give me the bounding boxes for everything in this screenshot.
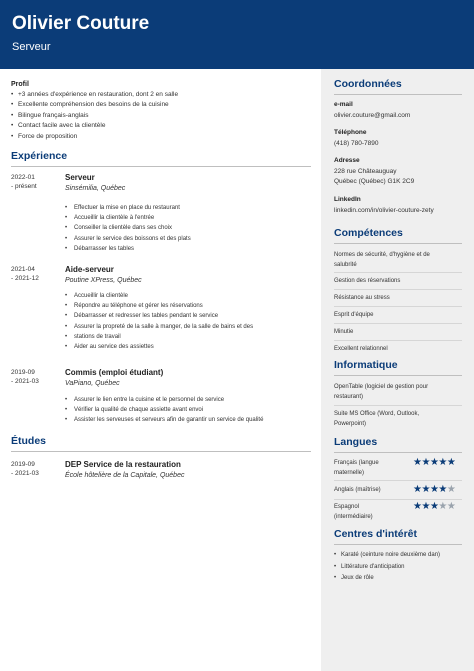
duty-item: • Accueillir la clientèle à l'entrée [65, 213, 311, 223]
experience-entry [11, 173, 311, 263]
sidebar [321, 69, 474, 671]
duty-item-continued: • stations de travail [65, 332, 311, 342]
linkedin-label: LinkedIn [334, 196, 361, 203]
language-name: Français (langue [334, 460, 379, 466]
it-item-continued: Powerpoint) [334, 421, 367, 427]
separator [334, 306, 462, 307]
star-filled-icon: ★ [413, 457, 422, 468]
candidate-role: Serveur [12, 41, 51, 53]
separator [334, 272, 462, 273]
address-label: Adresse [334, 157, 360, 164]
entry-date [11, 265, 56, 283]
language-rating [413, 458, 455, 468]
star-filled-icon: ★ [429, 484, 439, 495]
duty-item: • Répondre au téléphone et gérer les réservations [65, 301, 311, 311]
star-filled-icon: ★ [438, 484, 447, 495]
star-filled-icon: ★ [446, 457, 456, 468]
skill-item: Normes de sécurité, d'hygiène et de [334, 252, 430, 258]
experience-entry [11, 265, 311, 365]
star-filled-icon: ★ [429, 457, 439, 468]
divider [334, 544, 462, 545]
language-name-continued: maternelle) [334, 470, 365, 476]
degree-title: DEP Service de la restauration [65, 460, 181, 469]
company: Poutine XPress, Québec [65, 277, 142, 284]
languages-heading: Langues [334, 436, 378, 448]
separator [334, 340, 462, 341]
divider [334, 452, 462, 453]
skill-item-continued: salubrité [334, 262, 357, 268]
star-empty-icon: ★ [446, 484, 456, 495]
divider [334, 243, 462, 244]
experience-entry [11, 368, 311, 438]
company: VaPiano, Québec [65, 380, 120, 387]
duties-list [65, 291, 311, 352]
email-label: e-mail [334, 101, 353, 108]
job-title: Commis (emploi étudiant) [65, 368, 164, 377]
language-rating [413, 485, 455, 495]
language-rating [413, 502, 455, 512]
duty-item: • Conseiller la clientèle dans ses choix [65, 223, 311, 233]
job-title: Serveur [65, 173, 95, 182]
school: École hôtelière de la Capitale, Québec [65, 472, 185, 479]
separator [334, 289, 462, 290]
entry-date [11, 460, 56, 478]
duty-item: • Assurer le service des boissons et des plats [65, 234, 311, 244]
date-end: - 2021-03 [11, 470, 39, 477]
star-filled-icon: ★ [421, 484, 430, 495]
address-line: Québec (Québec) G1K 2C9 [334, 178, 415, 185]
it-heading: Informatique [334, 359, 398, 371]
it-item: OpenTable (logiciel de gestion pour [334, 384, 429, 390]
duty-item: • Assurer le lien entre la cuisine et le personnel de service [65, 395, 311, 405]
experience-heading: Expérience [11, 150, 68, 162]
date-start: 2019-09 [11, 461, 35, 468]
profile-item: • Force de proposition [11, 132, 311, 142]
star-empty-icon: ★ [438, 501, 447, 512]
divider [11, 166, 311, 167]
entry-date [11, 173, 56, 191]
star-empty-icon: ★ [446, 501, 456, 512]
education-entry [11, 460, 311, 490]
profile-list [11, 90, 311, 142]
skill-item: Esprit d'équipe [334, 312, 374, 318]
skill-item: Minutie [334, 329, 354, 335]
language-name: Anglais (maîtrise) [334, 487, 381, 493]
language-name: Espagnol [334, 504, 360, 510]
divider [11, 451, 311, 452]
separator [334, 405, 462, 406]
duties-list [65, 395, 311, 426]
skill-item: Excellent relationnel [334, 346, 388, 352]
duties-list [65, 203, 311, 254]
star-filled-icon: ★ [421, 457, 430, 468]
star-filled-icon: ★ [429, 501, 439, 512]
date-start: 2021-04 [11, 266, 35, 273]
phone-label: Téléphone [334, 129, 367, 136]
it-item-continued: restaurant) [334, 394, 364, 400]
education-heading: Études [11, 435, 47, 447]
profile-item: • Contact facile avec la clientèle [11, 121, 311, 131]
duty-item: • Assurer la propreté de la salle à manger, de la salle de bains et des [65, 322, 311, 332]
interest-item: • Jeux de rôle [334, 573, 462, 585]
company: Sinsémilia, Québec [65, 185, 126, 192]
profile-item: • Excellente compréhension des besoins de la cuisine [11, 100, 311, 110]
email-value: olivier.couture@gmail.com [334, 112, 411, 119]
skill-item: Gestion des réservations [334, 278, 401, 284]
interest-item: • Littérature d'anticipation [334, 562, 462, 574]
duty-item: • Effectuer la mise en place du restaurant [65, 203, 311, 213]
candidate-name: Olivier Couture [12, 13, 150, 34]
star-filled-icon: ★ [413, 501, 422, 512]
entry-date [11, 368, 56, 386]
address-line: 228 rue Châteauguay [334, 168, 397, 175]
star-filled-icon: ★ [438, 457, 447, 468]
star-filled-icon: ★ [421, 501, 430, 512]
skill-item: Résistance au stress [334, 295, 390, 301]
profile-item: • +3 années d'expérience en restauration, dont 2 en salle [11, 90, 311, 100]
interests-list [334, 550, 462, 585]
duty-item: • Vérifier la qualité de chaque assiette avant envoi [65, 405, 311, 415]
divider [334, 94, 462, 95]
date-start: 2019-09 [11, 369, 35, 376]
interests-heading: Centres d'intérêt [334, 528, 418, 540]
phone-value: (418) 780-7890 [334, 140, 379, 147]
divider [334, 375, 462, 376]
duty-item: • Débarrasser les tables [65, 244, 311, 254]
separator [334, 323, 462, 324]
duty-item: • Accueillir la clientèle [65, 291, 311, 301]
interest-item: • Karaté (ceinture noire deuxième dan) [334, 550, 462, 562]
date-end: - présent [11, 183, 37, 190]
date-end: - 2021-03 [11, 378, 39, 385]
star-filled-icon: ★ [413, 484, 422, 495]
separator [334, 499, 462, 500]
skills-heading: Compétences [334, 227, 403, 239]
duty-item: • Débarrasser et redresser les tables pendant le service [65, 311, 311, 321]
profile-item: • Bilingue français-anglais [11, 111, 311, 121]
it-item: Suite MS Office (Word, Outlook, [334, 411, 420, 417]
job-title: Aide-serveur [65, 265, 114, 274]
contact-heading: Coordonnées [334, 78, 402, 90]
linkedin-value: linkedin.com/in/olivier-couture-zety [334, 207, 434, 214]
main-column [0, 69, 321, 671]
duty-item: • Aider au service des assiettes [65, 342, 311, 352]
date-start: 2022-01 [11, 174, 35, 181]
date-end: - 2021-12 [11, 275, 39, 282]
header [0, 0, 474, 69]
language-name-continued: (intermédiaire) [334, 514, 373, 520]
duty-item: • Assister les serveuses et serveurs afin de garantir un service de qualité [65, 415, 311, 425]
profile-label: Profil [11, 81, 29, 88]
separator [334, 480, 462, 481]
